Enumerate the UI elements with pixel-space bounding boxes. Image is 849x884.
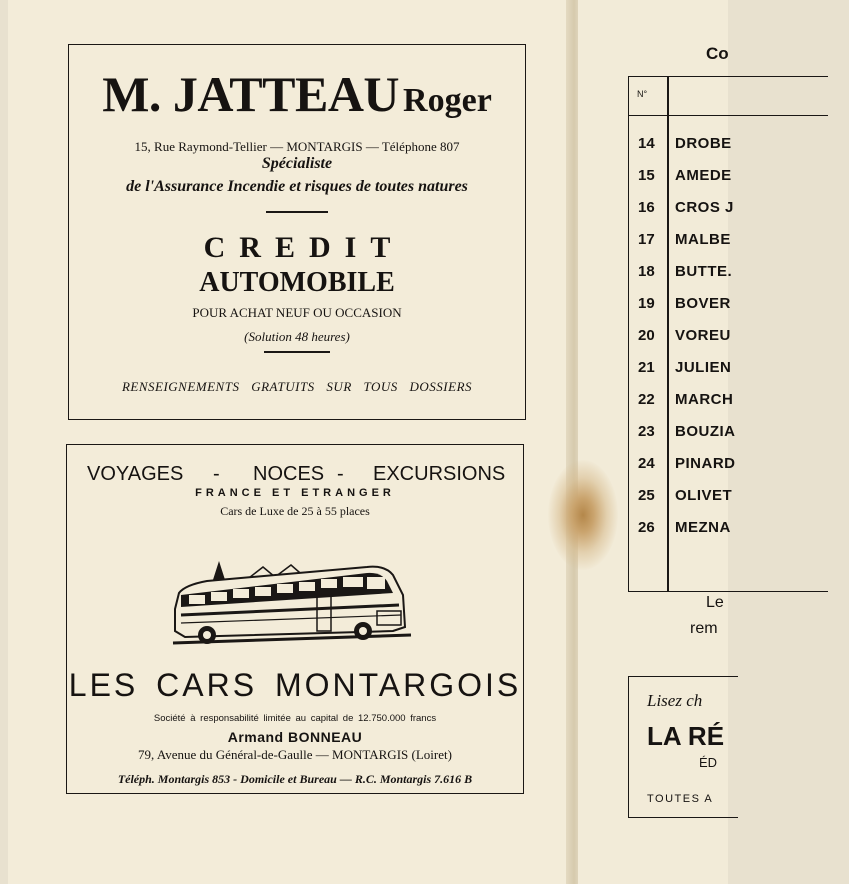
newspaper-lisez: Lisez ch (647, 691, 703, 710)
newspaper-edition: ÉD (699, 755, 718, 770)
dash-1: - (213, 463, 220, 485)
row-name: BOVER (675, 295, 731, 312)
row-number: 23 (638, 423, 655, 440)
row-name: AMEDE (675, 167, 732, 184)
row-name: MARCH (675, 391, 734, 408)
advertiser-address: 15, Rue Raymond-Tellier — MONTARGIS — Téléphone 807 (134, 139, 460, 154)
coach-bus-illustration (167, 531, 427, 651)
row-number: 17 (638, 231, 655, 248)
free-info-text: RENSEIGNEMENTS GRATUITS SUR TOUS DOSSIERS (121, 379, 473, 394)
divider-line (266, 211, 328, 213)
newspaper-title: LA RÉ (647, 721, 725, 751)
france-etranger-text: FRANCE ET ETRANGER (195, 487, 395, 499)
table-row (629, 225, 849, 257)
voyages-text: VOYAGES (87, 463, 184, 485)
table-row (629, 513, 849, 545)
row-number: 26 (638, 519, 655, 536)
table-row (629, 289, 849, 321)
company-legal: Société à responsabilité limitée au capital de 12.750.000 francs (153, 713, 437, 724)
automobile-heading: AUTOMOBILE (199, 267, 395, 298)
purchase-text: POUR ACHAT NEUF OU OCCASION (192, 305, 402, 320)
table-row (629, 193, 849, 225)
specialist-block (69, 152, 525, 198)
row-number: 24 (638, 455, 655, 472)
text-rem: rem (690, 620, 718, 637)
results-table (628, 76, 828, 592)
company-name: LES CARS MONTARGOIS (68, 667, 522, 703)
credit-heading: CREDIT (203, 231, 405, 264)
row-name: PINARD (675, 455, 736, 472)
row-name: VOREU (675, 327, 731, 344)
table-row (629, 161, 849, 193)
newspaper-toutes: TOUTES A (647, 793, 714, 805)
row-name: BOUZIA (675, 423, 736, 440)
row-number: 18 (638, 263, 655, 280)
paper-stain (548, 460, 618, 570)
specialist-label: Spécialiste (261, 155, 333, 172)
row-number: 21 (638, 359, 655, 376)
right-page (578, 0, 736, 884)
text-le: Le (706, 594, 724, 611)
table-row (629, 449, 849, 481)
cars-montargois-ad (66, 444, 524, 794)
table-header (629, 77, 828, 116)
newspaper-ad (628, 676, 738, 818)
table-row (629, 417, 849, 449)
luxury-cars-text: Cars de Luxe de 25 à 55 places (220, 504, 370, 518)
table-header-number: N° (637, 89, 648, 99)
divider-line (264, 351, 330, 353)
row-name: BUTTE. (675, 263, 733, 280)
row-number: 19 (638, 295, 655, 312)
row-name: CROS J (675, 199, 734, 216)
jatteau-insurance-ad (68, 44, 526, 420)
row-name: DROBE (675, 135, 732, 152)
row-number: 16 (638, 199, 655, 216)
table-row (629, 321, 849, 353)
noces-text: NOCES (253, 463, 325, 485)
table-row (629, 481, 849, 513)
dash-2: - (337, 463, 344, 485)
advertiser-firstname: Roger (403, 82, 492, 119)
row-number: 20 (638, 327, 655, 344)
solution-text: (Solution 48 heures) (244, 329, 350, 344)
row-name: OLIVET (675, 487, 733, 504)
row-name: MEZNA (675, 519, 731, 536)
table-row (629, 129, 849, 161)
table-row (629, 257, 849, 289)
row-number: 15 (638, 167, 655, 184)
row-number: 14 (638, 135, 655, 152)
row-number: 22 (638, 391, 655, 408)
advertiser-name (69, 65, 525, 123)
specialty-text: de l'Assurance Incendie et risques de toutes natures (126, 178, 468, 195)
table-row (629, 353, 849, 385)
right-page-heading: Co (706, 44, 729, 63)
company-phone: Téléph. Montargis 853 - Domicile et Bureau — R.C. Montargis 7.616 B (117, 772, 473, 786)
company-address: 79, Avenue du Général-de-Gaulle — MONTARGIS (Loiret) (138, 747, 452, 762)
row-name: JULIEN (675, 359, 732, 376)
row-number: 25 (638, 487, 655, 504)
advertiser-surname: M. JATTEAU (102, 66, 400, 122)
table-row (629, 385, 849, 417)
excursions-text: EXCURSIONS (373, 463, 506, 485)
row-name: MALBE (675, 231, 731, 248)
owner-name: Armand BONNEAU (227, 729, 363, 745)
